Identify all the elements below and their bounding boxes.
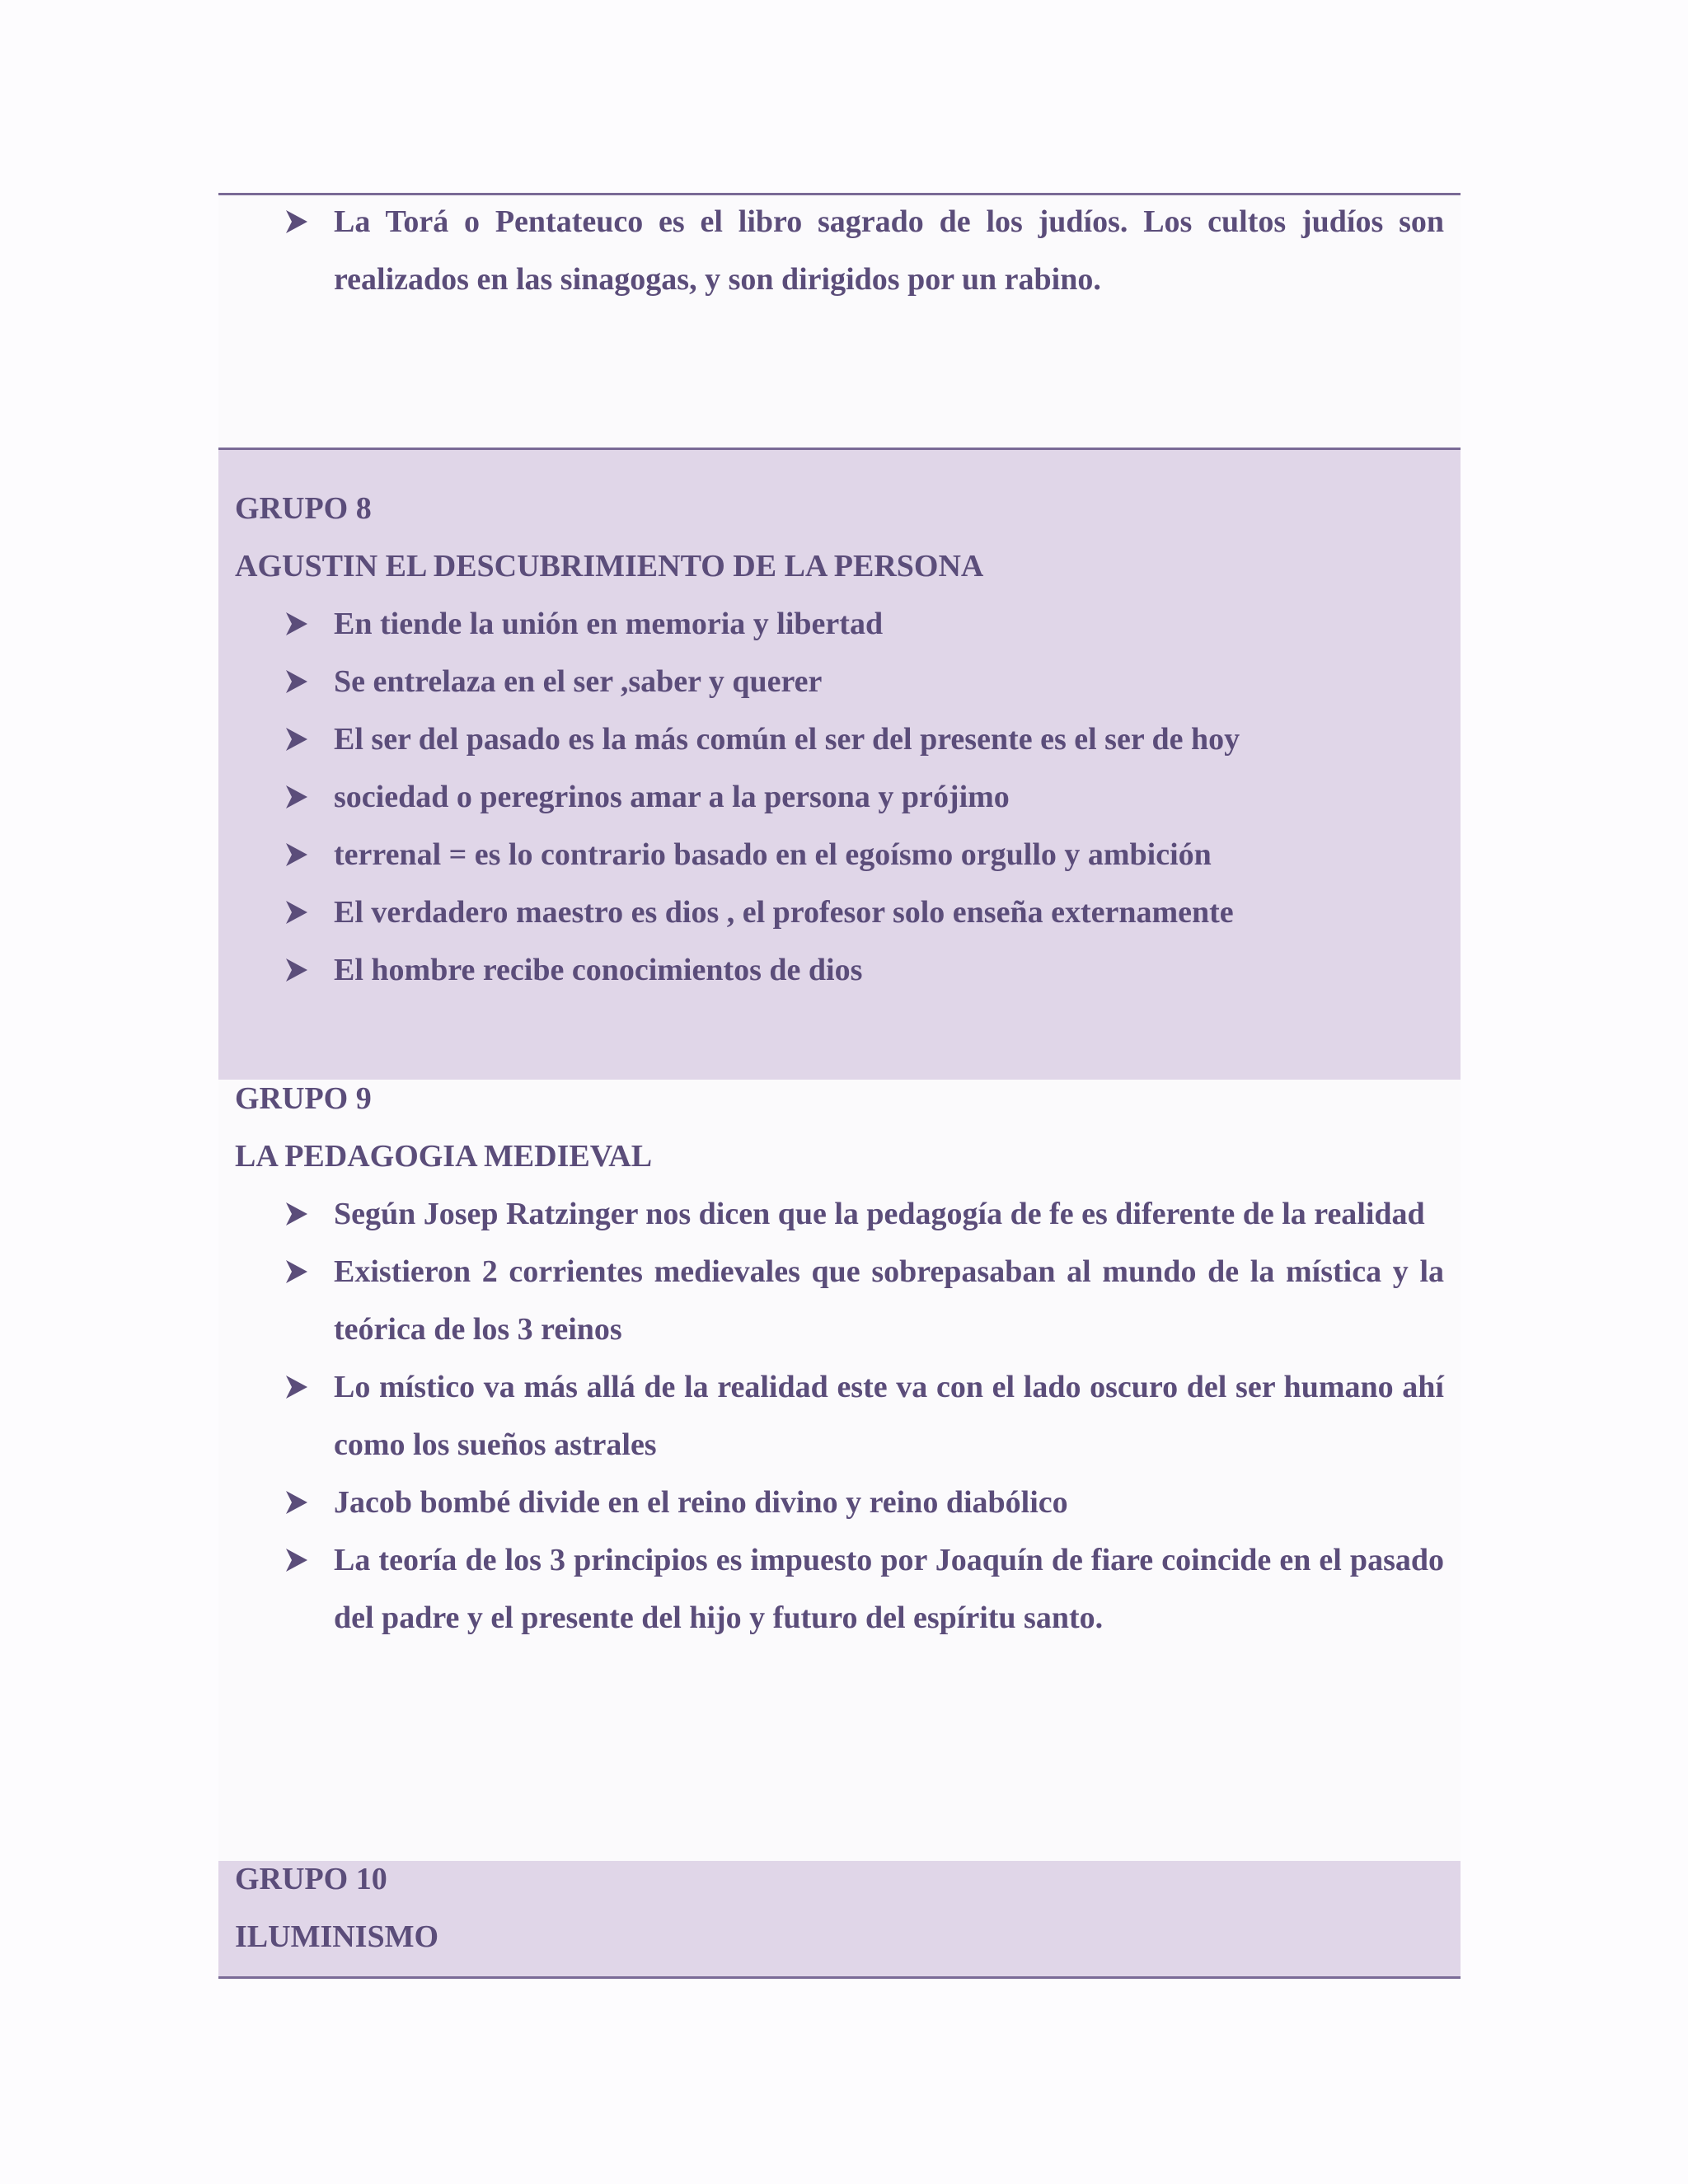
grupo9-subheading: LA PEDAGOGIA MEDIEVAL xyxy=(235,1139,653,1174)
list-item xyxy=(284,941,1444,999)
grupo8-subheading: AGUSTIN EL DESCUBRIMIENTO DE LA PERSONA xyxy=(235,549,984,583)
list-item xyxy=(284,653,1444,710)
arrow-bullet-icon xyxy=(284,595,317,653)
grupo8-heading: GRUPO 8 xyxy=(235,491,372,526)
item-text: En tiende la unión en memoria y libertad xyxy=(334,607,884,641)
list-item xyxy=(284,826,1444,883)
item-text: La teoría de los 3 principios es impuesto por Joaquín de fiare coincide en el pasado del padre y el presente del hijo y futuro del espíritu santo. xyxy=(334,1543,1444,1635)
list-item xyxy=(284,883,1444,941)
arrow-bullet-icon xyxy=(284,1358,317,1416)
arrow-bullet-icon xyxy=(284,883,317,941)
item-text: Se entrelaza en el ser ,saber y querer xyxy=(334,664,823,699)
list-item xyxy=(284,710,1444,768)
list-item xyxy=(284,1531,1444,1647)
grupo10-heading: GRUPO 10 xyxy=(235,1862,387,1896)
arrow-bullet-icon xyxy=(284,1531,317,1589)
list-item xyxy=(284,1358,1444,1474)
grupo9-heading: GRUPO 9 xyxy=(235,1081,372,1116)
item-text: La Torá o Pentateuco es el libro sagrado de los judíos. Los cultos judíos son realizados en las sinagogas, y son dirigidos por un rabino. xyxy=(334,204,1444,297)
item-text: sociedad o peregrinos amar a la persona y prójimo xyxy=(334,780,1010,814)
list-item xyxy=(284,1243,1444,1358)
arrow-bullet-icon xyxy=(284,1474,317,1531)
item-text: terrenal = es lo contrario basado en el egoísmo orgullo y ambición xyxy=(334,837,1212,872)
list-item xyxy=(284,193,1444,308)
bottom-rule xyxy=(218,1976,1461,1979)
list-item xyxy=(284,1185,1444,1243)
arrow-bullet-icon xyxy=(284,826,317,883)
item-text: Existieron 2 corrientes medievales que sobrepasaban al mundo de la mística y la teórica de los 3 reinos xyxy=(334,1254,1444,1347)
arrow-bullet-icon xyxy=(284,710,317,768)
item-text: El verdadero maestro es dios , el profesor solo enseña externamente xyxy=(334,895,1234,930)
grupo10-subheading: ILUMINISMO xyxy=(235,1919,439,1954)
item-text: El ser del pasado es la más común el ser del presente es el ser de hoy xyxy=(334,722,1240,757)
arrow-bullet-icon xyxy=(284,1243,317,1301)
grupo8-list xyxy=(284,595,1444,999)
item-text: Jacob bombé divide en el reino divino y reino diabólico xyxy=(334,1485,1068,1520)
arrow-bullet-icon xyxy=(284,768,317,826)
arrow-bullet-icon xyxy=(284,193,317,251)
arrow-bullet-icon xyxy=(284,941,317,999)
arrow-bullet-icon xyxy=(284,653,317,710)
arrow-bullet-icon xyxy=(284,1185,317,1243)
grupo9-list xyxy=(284,1185,1444,1647)
list-item xyxy=(284,768,1444,826)
top-block-list xyxy=(284,193,1444,308)
list-item xyxy=(284,1474,1444,1531)
list-item xyxy=(284,595,1444,653)
item-text: Lo místico va más allá de la realidad este va con el lado oscuro del ser humano ahí como los sueños astrales xyxy=(334,1370,1444,1462)
item-text: Según Josep Ratzinger nos dicen que la pedagogía de fe es diferente de la realidad xyxy=(334,1197,1425,1231)
item-text: El hombre recibe conocimientos de dios xyxy=(334,953,863,987)
